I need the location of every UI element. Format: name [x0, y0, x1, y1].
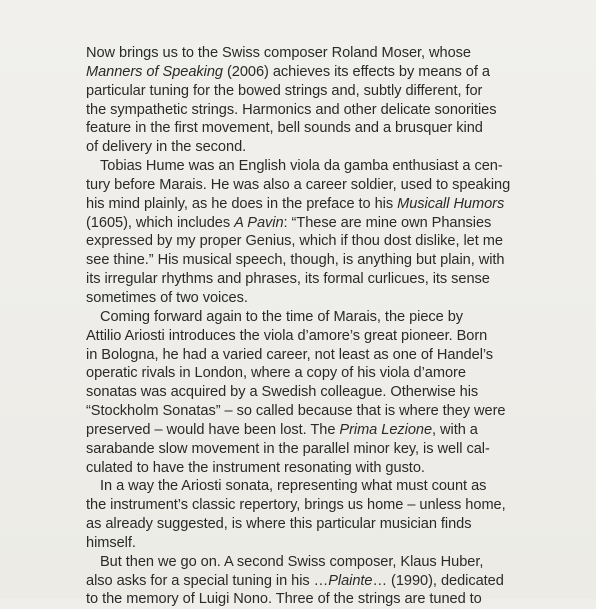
text-line: [86, 477, 516, 496]
text-line: [86, 63, 516, 82]
text-line: [86, 496, 516, 515]
text-segment: preserved – would have been lost. The: [86, 421, 340, 438]
text-segment: himself.: [86, 534, 136, 551]
text-segment: sometimes of two voices.: [86, 289, 248, 306]
italic-title: Prima Lezione: [339, 421, 433, 438]
text-segment: particular tuning for the bowed strings and, subtly different, for: [86, 82, 483, 99]
text-line: [86, 327, 516, 346]
text-segment: expressed by my proper Genius, which if thou dost dislike, let me: [86, 233, 503, 250]
text-line: [86, 534, 516, 553]
text-line: [86, 138, 516, 157]
text-line: [86, 459, 516, 478]
text-line: [86, 383, 516, 402]
text-line: [86, 515, 516, 534]
text-segment: Now brings us to the Swiss composer Roland Moser, whose: [86, 45, 471, 61]
text-line: [86, 590, 516, 609]
text-line: [86, 251, 516, 270]
text-segment: Coming forward again to the time of Marais, the piece by: [100, 308, 464, 325]
text-segment: the sympathetic strings. Harmonics and other delicate sonorities: [86, 101, 497, 118]
text-line: [86, 421, 516, 440]
text-line: [86, 44, 516, 63]
text-segment: of delivery in the second.: [86, 139, 247, 156]
text-line: [86, 232, 516, 251]
text-line: [86, 214, 516, 233]
text-line: [86, 119, 516, 138]
text-segment: also asks for a special tuning in his …: [86, 572, 329, 589]
text-line: [86, 176, 516, 195]
text-line: [86, 157, 516, 176]
text-line: [86, 440, 516, 459]
text-line: [86, 572, 516, 591]
text-segment: operatic rivals in London, where a copy of his viola d’amore: [86, 365, 466, 382]
text-segment: But then we go on. A second Swiss composer, Klaus Huber,: [100, 553, 484, 570]
text-line: [86, 308, 516, 327]
text-line: [86, 270, 516, 289]
text-line: [86, 553, 516, 572]
text-line: [86, 101, 516, 120]
text-segment: : “These are mine own Phansies: [283, 214, 492, 231]
text-segment: its irregular rhythms and phrases, its formal curlicues, its sense: [86, 271, 490, 288]
text-segment: (2006) achieves its effects by means of a: [222, 63, 490, 80]
text-segment: sonatas was acquired by a Swedish colleague. Otherwise his: [86, 384, 479, 401]
text-segment: the instrument’s classic repertory, brings us home – unless home,: [86, 497, 506, 514]
text-segment: as already suggested, is where this particular musician finds: [86, 516, 472, 533]
text-segment: In a way the Ariosti sonata, representing what must count as: [100, 478, 487, 495]
text-segment: feature in the first movement, bell sounds and a brusquer kind: [86, 120, 483, 137]
text-segment: culated to have the instrument resonating with gusto.: [86, 459, 425, 476]
text-segment: his mind plainly, as he does in the preface to his: [86, 195, 398, 212]
text-segment: in Bologna, he had a varied career, not least as one of Handel’s: [86, 346, 494, 363]
italic-title: Manners of Speaking: [86, 63, 223, 80]
text-segment: tury before Marais. He was also a career soldier, used to speaking: [86, 176, 511, 193]
text-line: [86, 195, 516, 214]
text-segment: Tobias Hume was an English viola da gamba enthusiast a cen-: [100, 158, 503, 175]
italic-title: Plainte: [328, 572, 373, 589]
text-segment: to the memory of Luigi Nono. Three of the strings are tuned to: [86, 591, 482, 608]
text-line: [86, 82, 516, 101]
text-segment: “Stockholm Sonatas” – so called because that is where they were: [86, 403, 506, 420]
text-segment: see thine.” His musical speech, though, is anything but plain, with: [86, 252, 505, 269]
italic-title: A Pavin: [234, 214, 284, 231]
text-line: [86, 289, 516, 308]
italic-title: Musicall Humors: [397, 195, 505, 212]
text-line: [86, 402, 516, 421]
text-segment: (1605), which includes: [86, 214, 235, 231]
text-segment: Attilio Ariosti introduces the viola d’amore’s great pioneer. Born: [86, 327, 488, 344]
text-segment: … (1990), dedicated: [372, 572, 504, 589]
text-line: [86, 346, 516, 365]
text-line: [86, 364, 516, 383]
text-segment: sarabande slow movement in the parallel minor key, is well cal-: [86, 440, 490, 457]
body-text: [86, 44, 516, 609]
text-segment: , with a: [432, 421, 478, 438]
